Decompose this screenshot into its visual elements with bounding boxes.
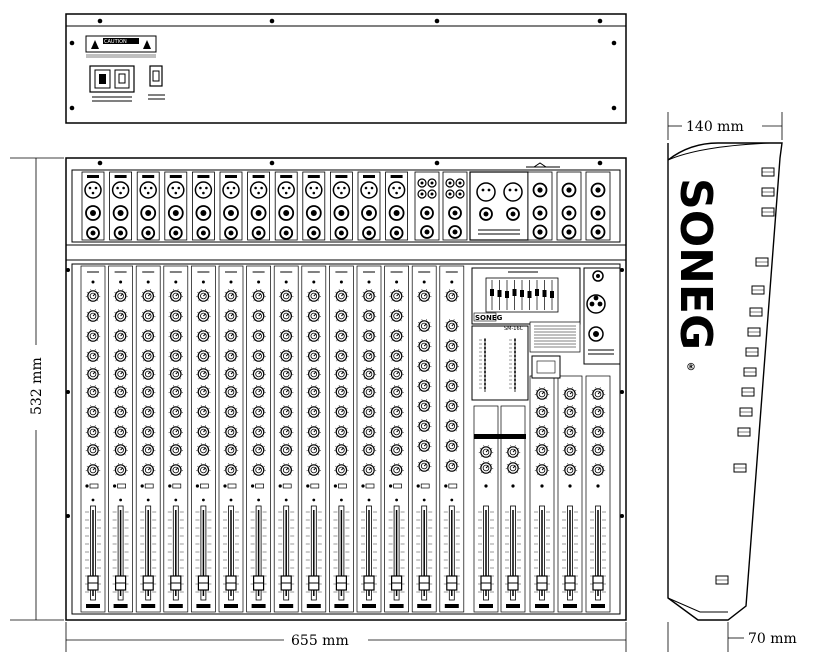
model-name: SM-16C — [504, 326, 524, 332]
mixer-top-view — [66, 158, 626, 620]
master-strip — [530, 376, 554, 612]
channel-strip — [109, 266, 133, 612]
xlr-jack — [113, 182, 129, 198]
graphic-eq — [486, 278, 558, 312]
xlr-jack — [333, 182, 349, 198]
channel-strip — [440, 266, 464, 612]
xlr-jack — [168, 182, 184, 198]
side-brand-vertical — [670, 178, 721, 373]
registered-mark: ® — [686, 362, 696, 373]
xlr-jack — [223, 182, 239, 198]
master-strip — [586, 376, 610, 612]
height-label: 532 mm — [29, 357, 45, 415]
depth-label: 140 mm — [686, 119, 744, 135]
master-brand: SONEG — [475, 314, 503, 322]
xlr-jack — [85, 182, 101, 198]
side-brand: SONEG — [670, 178, 721, 351]
height-dimension — [10, 158, 64, 620]
channel-strip — [357, 266, 381, 612]
mixer-side-view — [668, 143, 782, 620]
channel-strip — [329, 266, 353, 612]
channel-strip — [191, 266, 215, 612]
xlr-jack — [361, 182, 377, 198]
channel-strip — [385, 266, 409, 612]
width-label: 655 mm — [291, 633, 349, 649]
rear-panel — [66, 14, 626, 123]
master-io-block — [470, 163, 610, 240]
channel-strip — [412, 266, 436, 612]
xlr-jack — [278, 182, 294, 198]
xlr-jack — [195, 182, 211, 198]
warning-title: CAUTION — [104, 39, 127, 45]
front-height-dimension — [668, 622, 797, 652]
front-height-label: 70 mm — [748, 631, 797, 647]
channel-strip — [247, 266, 271, 612]
channel-strip — [274, 266, 298, 612]
phones-section — [584, 268, 620, 364]
master-strip — [558, 376, 582, 612]
depth-dimension — [668, 112, 782, 140]
channel-strip — [219, 266, 243, 612]
xlr-jack — [140, 182, 156, 198]
channel-strip — [136, 266, 160, 612]
width-dimension — [66, 622, 626, 652]
channel-strip — [302, 266, 326, 612]
channel-strip — [81, 266, 105, 612]
xlr-jack — [306, 182, 322, 198]
channel-strip — [164, 266, 188, 612]
xlr-out — [477, 183, 495, 201]
xlr-jack — [251, 182, 267, 198]
xlr-jack — [389, 182, 405, 198]
xlr-out — [504, 183, 522, 201]
